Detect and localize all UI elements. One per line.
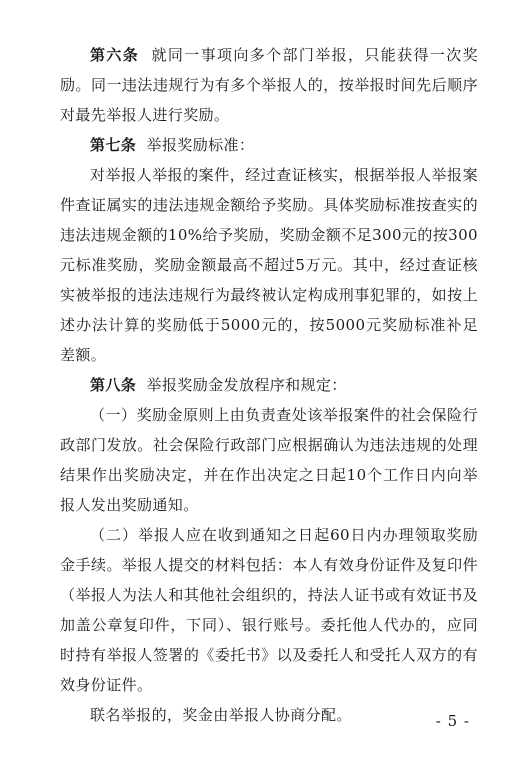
- document-body: [60, 40, 478, 730]
- page-number: - 5 -: [435, 712, 470, 730]
- paragraph-text: （二）举报人应在收到通知之日起60日内办理领取奖励金手续。举报人提交的材料包括：本人有效身份证件及复印件（举报人为法人和其他社会组织的，持法人证书或有效证书及加盖公章复印件，下同）、银行账号。委托他人代办的，应同时持有举报人签署的《委托书》以及委托人和受托人双方的有效身份证件。: [60, 526, 478, 694]
- paragraph-reward-standard: [60, 160, 478, 370]
- paragraph-text: （一）奖励金原则上由负责查处该举报案件的社会保险行政部门发放。社会保险行政部门应根据确认为违法违规的处理结果作出奖励决定，并在作出决定之日起10个工作日内向举报人发出奖励通知。: [60, 406, 478, 514]
- paragraph-item-2: [60, 520, 478, 700]
- paragraph-item-1: [60, 400, 478, 520]
- paragraph-text: 联名举报的，奖金由举报人协商分配。: [90, 706, 352, 724]
- paragraph-article-8: [60, 370, 478, 400]
- paragraph-joint-report: [60, 700, 478, 730]
- paragraph-text: 就同一事项向多个部门举报，只能获得一次奖励。同一违法违规行为有多个举报人的，按举报时间先后顺序对最先举报人进行奖励。: [60, 46, 478, 124]
- paragraph-article-6: [60, 40, 478, 130]
- article-number: 第六条: [90, 46, 140, 64]
- article-number: 第八条: [90, 376, 137, 394]
- article-number: 第七条: [90, 136, 137, 154]
- paragraph-text: 举报奖励金发放程序和规定：: [146, 376, 347, 394]
- paragraph-text: 举报奖励标准：: [146, 136, 255, 154]
- paragraph-text: 对举报人举报的案件，经过查证核实，根据举报人举报案件查证属实的违法违规金额给予奖励。具体奖励标准按查实的违法违规金额的10%给予奖励，奖励金额不足300元的按300元标准奖励，奖励金额最高不超过5万元。其中，经过查证核实被举报的违法违规行为最终被认定构成刑事犯罪的，如按上述办法计算的奖励低于5000元的，按5000元奖励标准补足差额。: [60, 166, 478, 364]
- paragraph-article-7: [60, 130, 478, 160]
